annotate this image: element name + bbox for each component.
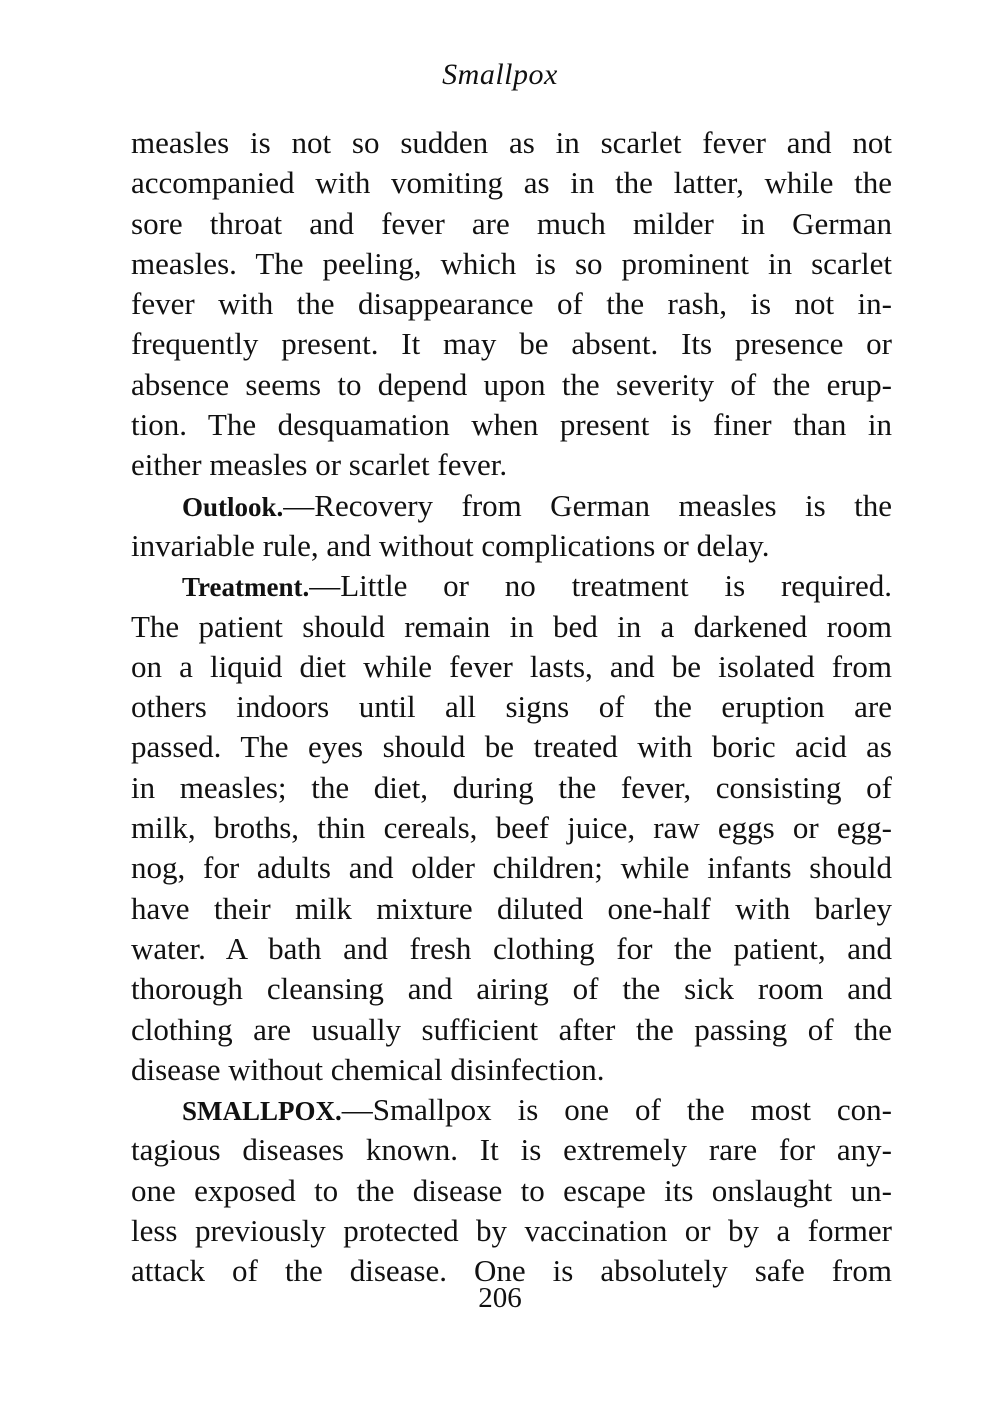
smallpox-paragraph-start	[131, 1090, 892, 1130]
text-line: measles is not so sudden as in scarlet fever and not	[131, 125, 892, 160]
text-line: clothing are usually sufficient after the passing of the	[131, 1011, 892, 1047]
text-line: thorough cleansing and airing of the sick room and	[131, 971, 892, 1007]
text-run: —Recovery from German measles is the	[283, 487, 892, 523]
text-line: fever with the disappearance of the rash, is not in-	[131, 286, 892, 322]
text-line: absence seems to depend upon the severity of the erup-	[131, 366, 892, 402]
text-line: sore throat and fever are much milder in German	[131, 205, 892, 241]
text-line: invariable rule, and without complications or delay.	[131, 527, 770, 563]
text-line: frequently present. It may be absent. Its presence or	[131, 326, 892, 362]
text-line: measles. The peeling, which is so prominent in scarlet	[131, 245, 892, 281]
text-line: attack of the disease. One is absolutely safe from	[131, 1253, 892, 1289]
outlook-paragraph-start	[131, 486, 892, 526]
text-line: either measles or scarlet fever.	[131, 447, 508, 483]
text-line: on a liquid diet while fever lasts, and be isolated from	[131, 648, 892, 684]
text-line: less previously protected by vaccination or by a former	[131, 1213, 892, 1249]
text-line: others indoors until all signs of the eruption are	[131, 689, 892, 725]
text-line: water. A bath and fresh clothing for the patient, and	[131, 930, 892, 966]
text-line: passed. The eyes should be treated with boric acid as	[131, 729, 892, 765]
text-line: one exposed to the disease to escape its onslaught un-	[131, 1172, 892, 1208]
text-run: —Smallpox is one of the most con-	[341, 1092, 892, 1128]
running-head: Smallpox	[442, 58, 558, 91]
section-heading-treatment: Treatment.	[182, 572, 310, 603]
text-line: have their milk mixture diluted one-half with barley	[131, 890, 892, 926]
section-heading-outlook: Outlook.	[182, 491, 284, 522]
text-run: —Little or no treatment is required.	[309, 568, 892, 604]
text-line: nog, for adults and older children; while infants should	[131, 850, 892, 886]
text-line: accompanied with vomiting as in the latter, while the	[131, 165, 892, 201]
text-line: The patient should remain in bed in a darkened room	[131, 608, 892, 644]
text-line: in measles; the diet, during the fever, consisting of	[131, 769, 892, 805]
page-number: 206	[478, 1282, 522, 1314]
text-line: tagious diseases known. It is extremely rare for any-	[131, 1132, 892, 1168]
body-text	[131, 123, 892, 1292]
text-line: milk, broths, thin cereals, beef juice, raw eggs or egg-	[131, 810, 892, 846]
text-line: disease without chemical disinfection.	[131, 1051, 605, 1087]
treatment-paragraph-start	[131, 566, 892, 606]
section-heading-smallpox: SMALLPOX.	[182, 1096, 342, 1127]
text-line: tion. The desquamation when present is finer than in	[131, 407, 892, 443]
